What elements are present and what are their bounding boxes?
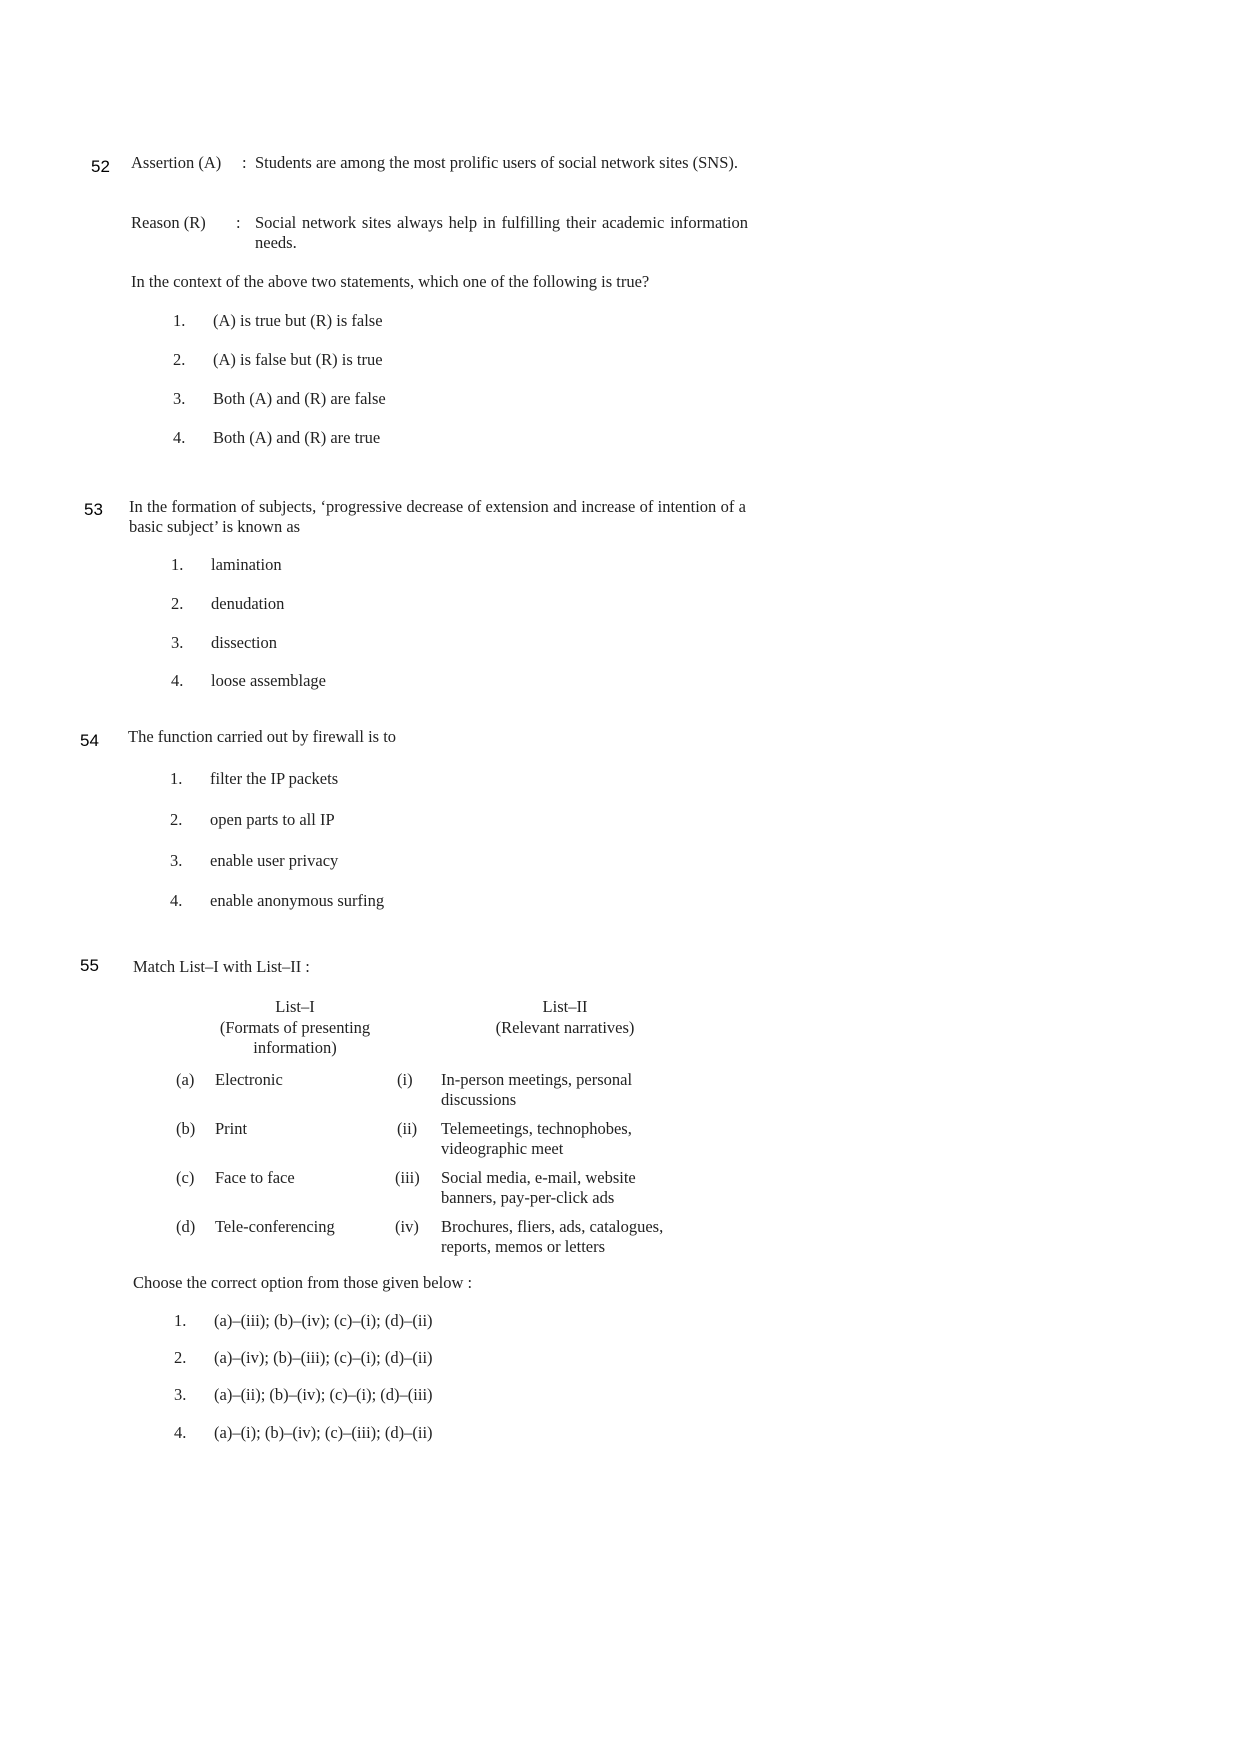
option-number: 3. xyxy=(170,851,183,870)
option-number: 4. xyxy=(174,1423,187,1442)
option-text: (a)–(iii); (b)–(iv); (c)–(i); (d)–(ii) xyxy=(214,1311,433,1330)
question-stem: Match List–I with List–II : xyxy=(133,957,310,976)
list2-text: Brochures, fliers, ads, catalogues, reports, memos or letters xyxy=(441,1217,664,1256)
reason-text: Social network sites always help in fulfilling their academic information needs. xyxy=(255,213,748,252)
option-number: 2. xyxy=(174,1348,187,1367)
option-number: 3. xyxy=(171,633,184,652)
question-stem: The function carried out by firewall is to xyxy=(128,727,397,746)
option-text: (a)–(iv); (b)–(iii); (c)–(i); (d)–(ii) xyxy=(214,1348,433,1367)
option-text: enable user privacy xyxy=(210,851,339,870)
option-number: 4. xyxy=(173,428,186,447)
list2-text: Social media, e-mail, website banners, pay-per-click ads xyxy=(441,1168,636,1207)
list1-text: Print xyxy=(215,1119,248,1138)
option-number: 2. xyxy=(171,594,184,613)
option-text: Both (A) and (R) are true xyxy=(213,428,381,447)
option-number: 3. xyxy=(174,1385,187,1404)
list2-text: In-person meetings, personal discussions xyxy=(441,1070,633,1109)
option-text: (a)–(i); (b)–(iv); (c)–(iii); (d)–(ii) xyxy=(214,1423,433,1442)
list2-title: List–II xyxy=(542,997,588,1016)
option-text: loose assemblage xyxy=(211,671,327,690)
option-text: (A) is true but (R) is false xyxy=(213,311,383,330)
list2-text: Telemeetings, technophobes, videographic meet xyxy=(441,1119,632,1158)
list2-key: (ii) xyxy=(397,1119,418,1138)
question-number: 52 xyxy=(91,157,110,176)
option-text: enable anonymous surfing xyxy=(210,891,385,910)
assertion-colon: : xyxy=(242,153,247,172)
reason-colon: : xyxy=(236,213,241,232)
option-number: 2. xyxy=(173,350,186,369)
assertion-text: Students are among the most prolific users of social network sites (SNS). xyxy=(255,153,739,172)
option-text: denudation xyxy=(211,594,285,613)
option-number: 1. xyxy=(174,1311,187,1330)
option-text: (a)–(ii); (b)–(iv); (c)–(i); (d)–(iii) xyxy=(214,1385,433,1404)
reason-label: Reason (R) xyxy=(131,213,206,232)
list2-key: (i) xyxy=(397,1070,413,1089)
list1-key: (c) xyxy=(176,1168,195,1187)
option-text: filter the IP packets xyxy=(210,769,339,788)
option-text: dissection xyxy=(211,633,277,652)
option-text: (A) is false but (R) is true xyxy=(213,350,383,369)
option-number: 3. xyxy=(173,389,186,408)
choose-instruction: Choose the correct option from those given below : xyxy=(133,1273,473,1292)
list2-key: (iv) xyxy=(395,1217,419,1236)
list1-text: Tele-conferencing xyxy=(215,1217,335,1236)
list2-key: (iii) xyxy=(395,1168,420,1187)
list1-text: Electronic xyxy=(215,1070,283,1089)
option-text: open parts to all IP xyxy=(210,810,335,829)
option-number: 4. xyxy=(171,671,184,690)
option-number: 1. xyxy=(173,311,186,330)
question-stem: In the context of the above two statements, which one of the following is true? xyxy=(131,272,650,291)
question-number: 53 xyxy=(84,500,103,519)
list1-text: Face to face xyxy=(215,1168,295,1187)
list1-title: List–I xyxy=(275,997,315,1016)
question-number: 55 xyxy=(80,956,99,975)
list1-key: (a) xyxy=(176,1070,195,1089)
list1-subtitle: (Formats of presenting information) xyxy=(219,1018,371,1057)
list1-key: (b) xyxy=(176,1119,196,1138)
list1-key: (d) xyxy=(176,1217,196,1236)
option-number: 4. xyxy=(170,891,183,910)
option-number: 1. xyxy=(170,769,183,788)
question-stem: In the formation of subjects, ‘progressive decrease of extension and increase of intention of a basic subject’ is known as xyxy=(129,497,746,536)
assertion-label: Assertion (A) xyxy=(131,153,222,172)
list2-subtitle: (Relevant narratives) xyxy=(495,1018,635,1037)
question-number: 54 xyxy=(80,731,99,750)
option-number: 1. xyxy=(171,555,184,574)
option-text: lamination xyxy=(211,555,282,574)
option-number: 2. xyxy=(170,810,183,829)
option-text: Both (A) and (R) are false xyxy=(213,389,386,408)
